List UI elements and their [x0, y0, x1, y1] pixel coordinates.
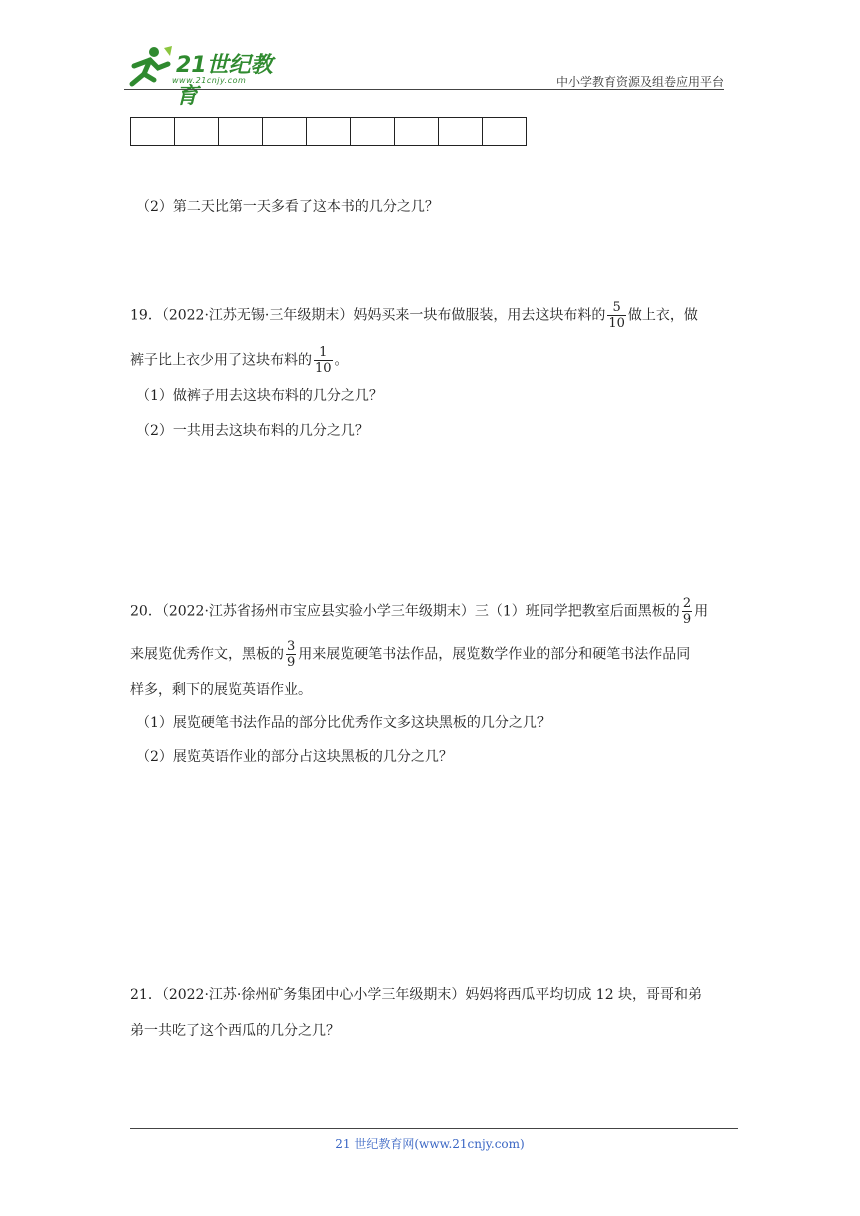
- grid-cell: [351, 118, 395, 146]
- fraction-numerator: 2: [682, 596, 692, 611]
- grid-cell: [439, 118, 483, 146]
- q20-sub1: （1）展览硬笔书法作品的部分比优秀作文多这块黑板的几分之几？: [136, 715, 551, 731]
- q20-text-c: 来展览优秀作文，黑板的: [130, 646, 284, 663]
- footer-link[interactable]: 21 世纪教育网(www.21cnjy.com): [335, 1137, 525, 1151]
- grid-cell: [263, 118, 307, 146]
- fraction-denominator: 9: [682, 612, 692, 627]
- q21-line2: 弟一共吃了这个西瓜的几分之几？: [130, 1023, 340, 1039]
- logo-url: www.21cnjy.com: [172, 76, 247, 85]
- q18-sub2: （2）第二天比第一天多看了这本书的几分之几？: [136, 199, 439, 215]
- q20-fraction-1: [682, 596, 692, 627]
- q20-sub2: （2）展览英语作业的部分占这块黑板的几分之几？: [136, 749, 453, 765]
- q19-text-c: 裤子比上衣少用了这块布料的: [130, 352, 312, 369]
- q20-line1: [130, 596, 708, 627]
- fraction-denominator: 10: [315, 361, 332, 376]
- q19-text-b: 做上衣，做: [627, 307, 698, 324]
- q19-sub1: （1）做裤子用去这块布料的几分之几？: [136, 388, 383, 404]
- site-logo: [124, 44, 294, 109]
- footer-divider: [130, 1128, 738, 1129]
- fraction-numerator: 1: [314, 345, 333, 361]
- blank-grid: [130, 117, 527, 146]
- fraction-denominator: 9: [287, 655, 296, 670]
- grid-cell: [395, 118, 439, 146]
- q19-line2: [130, 345, 349, 376]
- q21-line1: 21．（2022·江苏·徐州矿务集团中心小学三年级期末）妈妈将西瓜平均切成 12 块，哥哥和弟: [130, 987, 703, 1003]
- grid-cell: [307, 118, 351, 146]
- q19-text-a: 19．（2022·江苏无锡·三年级期末）妈妈买来一块布做服装，用去这块布料的: [130, 307, 606, 324]
- grid-cell: [175, 118, 219, 146]
- fraction-numerator: 5: [607, 300, 626, 316]
- q20-text-a: 20．（2022·江苏省扬州市宝应县实验小学三年级期末）三（1）班同学把教室后面黑板的: [130, 603, 680, 620]
- fraction-numerator: 3: [287, 639, 296, 654]
- platform-title: 中小学教育资源及组卷应用平台: [555, 75, 724, 89]
- fraction-denominator: 10: [608, 316, 625, 331]
- grid-cell: [219, 118, 263, 146]
- grid-cell: [131, 118, 175, 146]
- q19-line1: [130, 300, 698, 331]
- q19-sub2: （2）一共用去这块布料的几分之几？: [136, 423, 369, 439]
- header-divider: [124, 89, 724, 90]
- runner-icon: [124, 44, 174, 90]
- q19-fraction-1: [607, 300, 626, 331]
- q19-text-d: 。: [334, 352, 349, 369]
- q20-line3: 样多，剩下的展览英语作业。: [130, 682, 312, 698]
- q19-fraction-2: [314, 345, 333, 376]
- q20-fraction-2: [286, 639, 296, 670]
- q20-line2: [130, 639, 690, 670]
- grid-cell: [483, 118, 527, 146]
- q20-text-b: 用: [694, 603, 709, 620]
- q20-text-d: 用来展览硬笔书法作品，展览数学作业的部分和硬笔书法作品同: [298, 646, 691, 663]
- logo-text: 21世纪教育: [176, 53, 273, 109]
